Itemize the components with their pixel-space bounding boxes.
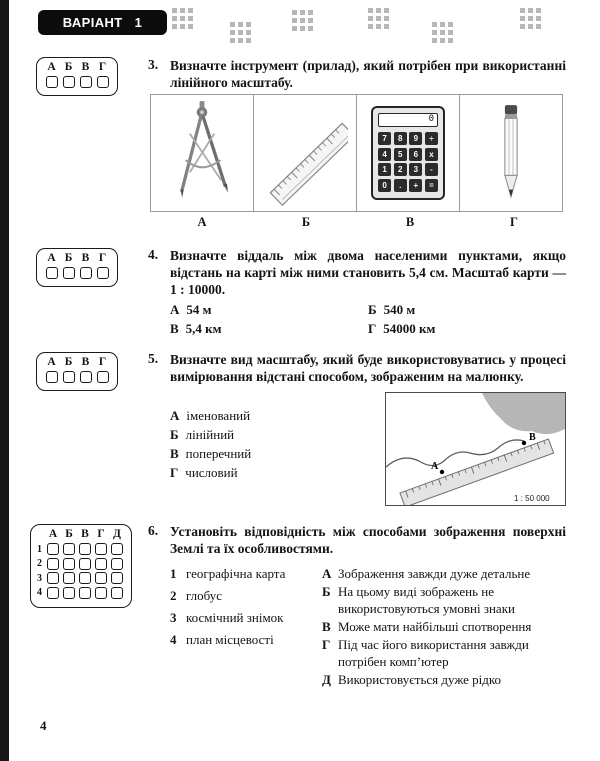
calculator-key: 8 xyxy=(394,132,407,145)
calculator-key: - xyxy=(425,163,438,176)
match-item xyxy=(322,636,566,670)
answer-checkbox[interactable] xyxy=(46,76,58,88)
answer-option xyxy=(368,321,435,337)
answer-letter: В xyxy=(81,61,90,73)
match-item-letter: Г xyxy=(322,637,331,652)
match-item-letter: Б xyxy=(322,584,331,599)
answer-letter: В xyxy=(81,252,90,264)
answer-letter: А xyxy=(47,356,56,368)
row-number: 3 xyxy=(37,572,42,584)
match-item-number: 1 xyxy=(170,566,177,581)
dot-grid-decoration xyxy=(520,8,525,13)
option-letter: Г xyxy=(368,321,377,336)
calculator-key: + xyxy=(409,179,422,192)
answer-letter: Г xyxy=(98,356,107,368)
calculator-key: 5 xyxy=(394,148,407,161)
image-label: Г xyxy=(510,215,518,229)
pencil-icon xyxy=(459,94,563,212)
variant-badge: ВАРІАНТ 1 xyxy=(38,10,167,35)
answer-grid-letters xyxy=(43,356,111,368)
option-letter: А xyxy=(170,408,180,423)
answer-letter: А xyxy=(48,528,58,540)
answer-letter: В xyxy=(81,356,90,368)
answer-grid-boxes xyxy=(43,371,111,383)
binding-spine xyxy=(0,0,9,761)
answer-grid-boxes xyxy=(43,76,111,88)
answer-checkbox[interactable] xyxy=(95,572,107,584)
answer-grid-letters xyxy=(34,528,125,540)
match-item-letter: В xyxy=(322,619,331,634)
answer-checkbox[interactable] xyxy=(63,76,75,88)
q5-map-illustration xyxy=(385,392,566,506)
match-item-text: план місцевості xyxy=(186,632,274,647)
match-item-number: 4 xyxy=(170,632,177,647)
answer-checkbox[interactable] xyxy=(46,267,58,279)
question-text: Визначте інструмент (прилад), який потрібен при використанні лінійного масштабу. xyxy=(170,58,566,90)
dot-grid-decoration xyxy=(432,22,437,27)
calculator-key: 4 xyxy=(378,148,391,161)
answer-grid-row xyxy=(34,572,125,584)
match-item xyxy=(322,671,566,688)
answer-option xyxy=(368,302,415,318)
answer-checkbox[interactable] xyxy=(80,267,92,279)
option-letter: Б xyxy=(170,427,179,442)
calculator-key: 0 xyxy=(378,179,391,192)
compass-divider-drawing xyxy=(159,99,245,207)
match-item-number: 3 xyxy=(170,610,177,625)
calculator-key: = xyxy=(425,179,438,192)
image-label: А xyxy=(197,215,207,229)
calculator-display: 0 xyxy=(378,113,438,127)
answer-checkbox[interactable] xyxy=(80,76,92,88)
option-text: 54000 км xyxy=(383,321,436,336)
answer-letter: А xyxy=(47,61,56,73)
map-scale-label: 1 : 50 000 xyxy=(514,494,550,503)
answer-checkbox[interactable] xyxy=(80,371,92,383)
compass-divider-icon xyxy=(150,94,254,212)
row-number: 2 xyxy=(37,558,42,569)
match-item-letter: А xyxy=(322,566,332,581)
option-text: лінійний xyxy=(185,427,235,442)
match-item-text: Може мати найбільші спотворення xyxy=(338,619,532,634)
question-text: Визначте віддаль між двома населеними пунктами, якщо відстань на карті між ними становить 5,4 см. Масштаб карти — 1 : 10000. xyxy=(170,248,566,297)
calculator-key: . xyxy=(394,179,407,192)
option-letter: Б xyxy=(368,302,377,317)
match-right-column xyxy=(322,565,566,689)
match-item-text: На цьому виді зображень не використовуються умовні знаки xyxy=(338,584,515,616)
answer-grid-letters xyxy=(43,252,111,264)
answer-checkbox[interactable] xyxy=(47,558,59,570)
answer-checkbox[interactable] xyxy=(63,543,75,555)
answer-checkbox[interactable] xyxy=(47,543,59,555)
question-number: 4. xyxy=(148,247,159,262)
answer-checkbox[interactable] xyxy=(97,76,109,88)
calculator-key: 7 xyxy=(378,132,391,145)
question-text: Установіть відповідність між способами зображення поверхні Землі та їх особливостями. xyxy=(170,524,566,556)
answer-option xyxy=(170,321,222,337)
answer-option xyxy=(170,406,251,482)
answer-grid-q5 xyxy=(36,352,118,391)
answer-checkbox[interactable] xyxy=(95,543,107,555)
answer-checkbox[interactable] xyxy=(63,371,75,383)
answer-checkbox[interactable] xyxy=(79,543,91,555)
answer-checkbox[interactable] xyxy=(63,558,75,570)
row-number: 1 xyxy=(37,543,42,555)
answer-checkbox[interactable] xyxy=(63,572,75,584)
answer-grid-row xyxy=(34,543,125,555)
match-item xyxy=(322,618,566,635)
answer-letter: Г xyxy=(98,252,107,264)
dot-grid-decoration xyxy=(230,22,235,27)
answer-checkbox[interactable] xyxy=(79,572,91,584)
answer-grid-row xyxy=(34,587,125,599)
match-item xyxy=(170,609,320,626)
answer-letter: Г xyxy=(97,528,105,540)
ruler-icon xyxy=(253,94,357,212)
option-letter: В xyxy=(170,446,179,461)
match-item-text: космічний знімок xyxy=(186,610,284,625)
option-text: іменований xyxy=(186,408,251,423)
image-label: Б xyxy=(301,215,311,229)
calculator-key: 6 xyxy=(409,148,422,161)
match-item xyxy=(170,565,320,582)
answer-grid-q3 xyxy=(36,57,118,96)
option-letter: А xyxy=(170,302,180,317)
option-letter: Г xyxy=(170,465,179,480)
answer-letter: Г xyxy=(98,61,107,73)
row-number: 4 xyxy=(37,587,42,598)
calculator-icon xyxy=(356,94,460,212)
answer-checkbox[interactable] xyxy=(95,558,107,570)
option-text: 5,4 км xyxy=(185,321,222,336)
match-left-column xyxy=(170,565,320,653)
match-item-text: Використовується дуже рідко xyxy=(338,672,502,687)
map-point-b-label: В xyxy=(529,432,536,443)
match-item xyxy=(322,583,566,617)
map-point-a-label: А xyxy=(431,461,439,472)
match-item-text: географічна карта xyxy=(186,566,286,581)
calculator-key: 2 xyxy=(394,163,407,176)
question-number: 5. xyxy=(148,351,159,366)
calculator-key: x xyxy=(425,148,438,161)
pencil-drawing xyxy=(468,99,554,207)
calculator-key: 9 xyxy=(409,132,422,145)
match-item-number: 2 xyxy=(170,588,177,603)
answer-checkbox[interactable] xyxy=(63,267,75,279)
calculator-key: 1 xyxy=(378,163,391,176)
answer-checkbox[interactable] xyxy=(97,371,109,383)
q3-image-labels xyxy=(150,215,566,230)
dot-grid-decoration xyxy=(172,8,177,13)
answer-letter: Б xyxy=(65,528,73,540)
ruler-drawing xyxy=(262,99,348,207)
match-item xyxy=(170,587,320,604)
answer-checkbox[interactable] xyxy=(47,587,59,599)
answer-grid-boxes xyxy=(43,267,111,279)
answer-checkbox[interactable] xyxy=(63,587,75,599)
answer-letter: А xyxy=(47,252,56,264)
option-letter: В xyxy=(170,321,179,336)
option-text: числовий xyxy=(185,465,238,480)
answer-checkbox[interactable] xyxy=(79,587,91,599)
answer-checkbox[interactable] xyxy=(79,558,91,570)
answer-checkbox[interactable] xyxy=(47,572,59,584)
option-text: 540 м xyxy=(383,302,416,317)
answer-checkbox[interactable] xyxy=(111,587,123,599)
answer-letter: Б xyxy=(64,61,73,73)
question-number: 3. xyxy=(148,57,159,72)
answer-letter: В xyxy=(81,528,89,540)
option-text: поперечний xyxy=(185,446,252,461)
q3-image-row xyxy=(150,94,563,212)
answer-grid-letters xyxy=(43,61,111,73)
answer-grid-row xyxy=(34,558,125,570)
question-number: 6. xyxy=(148,523,159,538)
answer-letter: Б xyxy=(64,356,73,368)
dot-grid-decoration xyxy=(292,10,297,15)
match-item-text: глобус xyxy=(186,588,223,603)
map-drawing xyxy=(386,393,565,505)
match-item-text: Зображення завжди дуже детальне xyxy=(338,566,531,581)
dot-grid-decoration xyxy=(368,8,373,13)
answer-checkbox[interactable] xyxy=(111,572,123,584)
match-item-letter: Д xyxy=(322,672,331,687)
calculator-illustration xyxy=(371,106,445,200)
answer-checkbox[interactable] xyxy=(97,267,109,279)
calculator-keypad xyxy=(378,132,438,192)
calculator-key: ÷ xyxy=(425,132,438,145)
answer-checkbox[interactable] xyxy=(111,558,123,570)
answer-checkbox[interactable] xyxy=(95,587,107,599)
calculator-key: 3 xyxy=(409,163,422,176)
answer-letter: Д xyxy=(113,528,121,540)
question-text: Визначте вид масштабу, який буде використовуватись у процесі вимірювання відстані способом, зображеним на малюнку. xyxy=(170,352,566,384)
option-text: 54 м xyxy=(186,302,212,317)
image-label: В xyxy=(405,215,415,229)
match-item-text: Під час його використання завжди потрібен комп’ютер xyxy=(338,637,529,669)
match-item xyxy=(170,631,320,648)
answer-grid-q6 xyxy=(30,524,132,608)
match-item xyxy=(322,565,566,582)
answer-option xyxy=(170,302,212,318)
answer-letter: Б xyxy=(64,252,73,264)
answer-checkbox[interactable] xyxy=(46,371,58,383)
answer-grid-q4 xyxy=(36,248,118,287)
page-number: 4 xyxy=(40,718,47,733)
answer-checkbox[interactable] xyxy=(111,543,123,555)
